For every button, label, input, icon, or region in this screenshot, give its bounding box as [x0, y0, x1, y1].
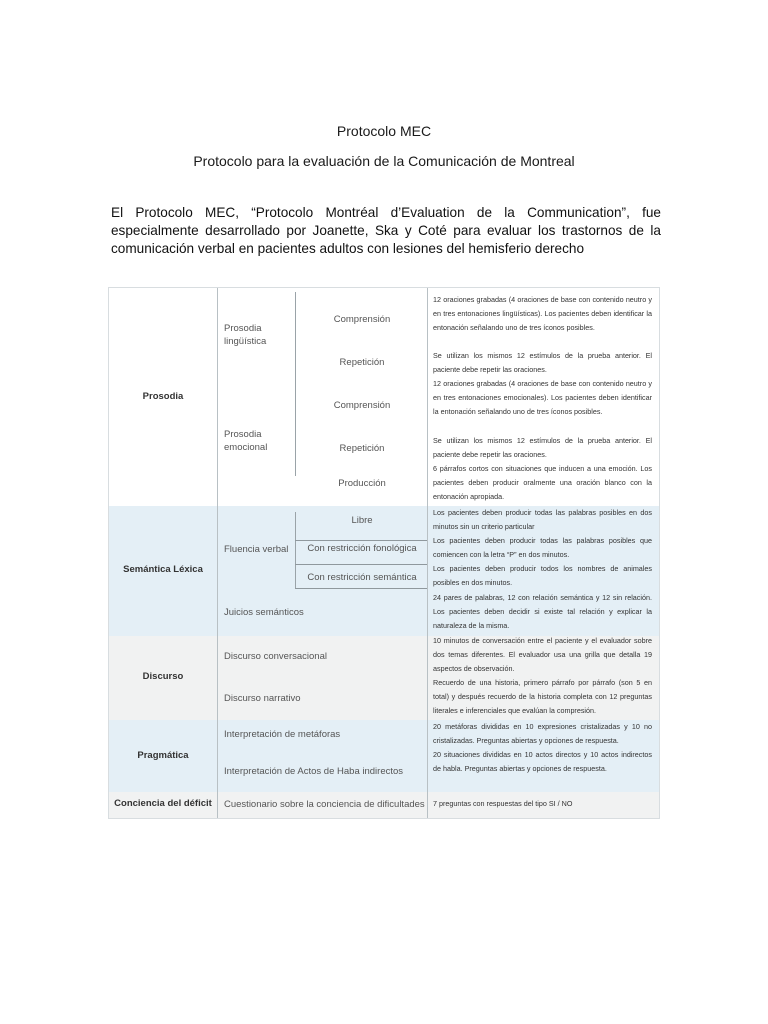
row-divider-1 — [295, 540, 427, 541]
protocol-table — [108, 287, 660, 819]
desc-comprension-linguistica: 12 oraciones grabadas (4 oraciones de base con contenido neutro y en tres entonaciones lingüísticas). Los pacientes deben identificar la entonación señalando uno de tres íconos posibles. — [433, 295, 652, 332]
intro-paragraph: El Protocolo MEC, “Protocolo Montréal d’Evaluation de la Communication”, fue especialmente desarrollado por Joanette, Ska y Coté para evaluar los trastornos de la comunicación verbal en pacientes adultos con lesiones del hemisferio derecho — [111, 205, 661, 256]
task-comprension-2: Comprensión — [333, 400, 391, 411]
sub-discurso-narrativo: Discurso narrativo — [224, 693, 301, 704]
category-prosodia: Prosodia — [142, 391, 184, 402]
col-divider-3 — [295, 512, 296, 588]
desc-repeticion-linguistica: Se utilizan los mismos 12 estímulos de la prueba anterior. El paciente debe repetir las oraciones. — [433, 351, 652, 374]
task-produccion: Producción — [338, 478, 386, 489]
desc-discurso-narrativo: Recuerdo de una historia, primero párrafo por párrafo (son 5 en total) y después recuerdo de la historia completa con 12 preguntas literales e inferenciales que evalúan la compresión. — [433, 678, 652, 715]
row-divider-3 — [295, 588, 427, 589]
task-repeticion-1: Repetición — [339, 357, 385, 368]
sub-interpretacion-metaforas: Interpretación de metáforas — [224, 729, 341, 740]
task-restriccion-fonologica: Con restricción fonológica — [307, 543, 417, 554]
sub-fluencia-verbal: Fluencia verbal — [224, 544, 289, 555]
document-title: Protocolo MEC — [336, 123, 432, 139]
sub-prosodia-emocional: Prosodia emocional — [224, 429, 268, 453]
sub-cuestionario: Cuestionario sobre la conciencia de dificultades — [224, 799, 425, 810]
sub-prosodia-linguistica: Prosodia lingüística — [224, 323, 267, 347]
document-subtitle: Protocolo para la evaluación de la Comunicación de Montreal — [193, 153, 575, 169]
desc-juicios-semanticos: 24 pares de palabras, 12 con relación semántica y 12 sin relación. Los pacientes deben decidir si existe tal relación y explicar la naturaleza de la misma. — [433, 593, 652, 630]
category-conciencia-deficit: Conciencia del déficit — [114, 798, 212, 809]
desc-metaforas: 20 metáforas divididas en 10 expresiones cristalizadas y 10 no cristalizadas. Preguntas abiertas y opciones de respuesta. — [433, 722, 652, 745]
category-semantica-lexica: Semántica Léxica — [123, 564, 203, 575]
col-divider-2 — [295, 292, 296, 476]
sub-interpretacion-actos: Interpretación de Actos de Haba indirectos — [224, 766, 404, 777]
task-libre: Libre — [351, 515, 373, 526]
desc-produccion: 6 párrafos cortos con situaciones que inducen a una emoción. Los pacientes deben producir oralmente una oración blanco con la entonación apropiada. — [433, 464, 652, 501]
desc-comprension-emocional: 12 oraciones grabadas (4 oraciones de base con contenido neutro y en tres entonaciones emocionales). Los pacientes deben identificar la entonación señalando uno de tres íconos posibles. — [433, 379, 652, 416]
sub-discurso-conversacional: Discurso conversacional — [224, 651, 327, 662]
task-restriccion-semantica: Con restricción semántica — [307, 572, 417, 583]
desc-libre: Los pacientes deben producir todas las palabras posibles en dos minutos sin un criterio particular — [433, 508, 652, 531]
task-comprension-1: Comprensión — [333, 314, 391, 325]
category-discurso: Discurso — [142, 671, 184, 682]
col-divider-1 — [217, 288, 218, 818]
row-divider-2 — [295, 564, 427, 565]
col-divider-4 — [427, 288, 428, 818]
desc-discurso-conversacional: 10 minutos de conversación entre el paciente y el evaluador sobre dos temas diferentes. El evaluador usa una grilla que detalla 19 aspectos de observación. — [433, 636, 652, 673]
desc-actos-indirectos: 20 situaciones divididas en 10 actos directos y 10 actos indirectos de habla. Preguntas abiertas y opciones de respuesta. — [433, 750, 652, 773]
desc-restriccion-fonologica: Los pacientes deben producir todas las palabras posibles que comiencen con la letra “P” en dos minutos. — [433, 536, 652, 559]
sub-juicios-semanticos: Juicios semánticos — [224, 607, 304, 618]
task-repeticion-2: Repetición — [339, 443, 385, 454]
desc-repeticion-emocional: Se utilizan los mismos 12 estímulos de la prueba anterior. El paciente debe repetir las oraciones. — [433, 436, 652, 459]
desc-restriccion-semantica: Los pacientes deben producir todos los nombres de animales posibles en dos minutos. — [433, 564, 652, 587]
category-pragmatica: Pragmática — [137, 750, 189, 761]
desc-cuestionario: 7 preguntas con respuestas del tipo SI / NO — [433, 799, 573, 808]
